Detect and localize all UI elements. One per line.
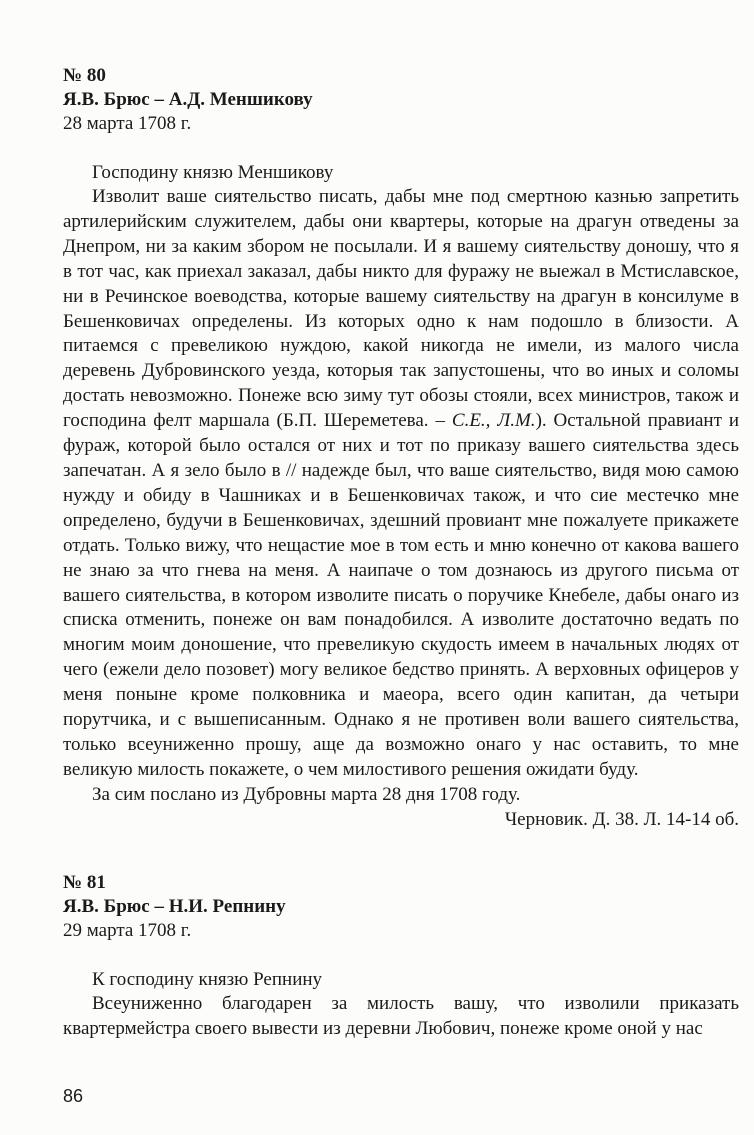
archive-reference: Черновик. Д. 38. Л. 14-14 об. — [504, 808, 739, 830]
document-date: 29 марта 1708 г. — [63, 920, 192, 941]
letter-body: Всеуниженно благодарен за милость вашу, что изволили приказать квартермейстра своего вывести из деревни Любович, понеже кроме оной у нас — [63, 993, 739, 1039]
closing-line: За сим послано из Дубровны марта 28 дня 1708 году. — [92, 783, 521, 805]
letter-body — [63, 185, 739, 783]
salutation: К господину князю Репнину — [92, 969, 323, 990]
document-date: 28 марта 1708 г. — [63, 113, 192, 134]
document-81 — [63, 871, 739, 1042]
document-80 — [63, 64, 739, 833]
letter-body-text-continued: ). Остальной правиант и фураж, которой было остался от них и тот по приказу вашего сиятельства здесь запечатан. А я зело было в // надежде был, что ваше сиятельство, видя мою самою нужду и обиду в Чашниках и в Бешенковичах також, и что сие местечко мне определено, будучи в Бешенковичах, здешний провиант мне пожалуете прикажете отдать. Только вижу, что нещастие мое в том есть и мню конечно от какова вашего не знаю за что гнева на меня. А наипаче о том дознаюсь из другого письма от вашего сиятельства, в котором изволите писать о поручике Кнебеле, дабы онаго из списка отменить, понеже он вам понадобился. А изволите достаточно ведать по многим моим доношение, что превеликую скудость имеем в начальных людях от чего (ежели дело позовет) могу великое бедство принять. А верховных офицеров у меня поныне кроме полковника и маеора, всего один капитан, да четыри порутчика, и с вышеписанным. Однако я не противен воли вашего сиятельства, только всеуниженно прошу, аще да возможно онаго у нас оставить, то мне великую милость покажете, о чем милостивого решения ожидати буду. — [63, 410, 739, 780]
salutation: Господину князю Меншикову — [92, 162, 334, 183]
document-number: № 81 — [63, 872, 106, 893]
document-heading: Я.В. Брюс – А.Д. Меншикову — [63, 89, 313, 110]
document-number: № 80 — [63, 65, 106, 86]
editor-note: С.Е., Л.М. — [451, 410, 536, 432]
page-number: 86 — [63, 1086, 84, 1106]
document-heading: Я.В. Брюс – Н.И. Репнину — [63, 896, 286, 917]
letter-body-text: Изволит ваше сиятельство писать, дабы мне под смертною казнью запретить артилерийским служителем, дабы они квартеры, которые на драгун отведены за Днепром, ни за каким збором не посылали. И я вашему сиятельству доношу, что я в тот час, как приехал заказал, дабы никто для фуражу не выежал в Мстиславское, ни в Речинское воеводства, которые вашему сиятельству на драгун в консилуме в Бешенковичах определены. Из которых одно к нам подошло в близости. А питаемся с превеликою нуждою, какой никогда не имели, из малого числа деревень Дубровинского уезда, которыя так запустошены, что во иных и соломы достать невозможно. Понеже всю зиму тут обозы стояли, всех министров, також и господина фелт маршала (Б.П. Шереметева. – — [63, 186, 739, 432]
